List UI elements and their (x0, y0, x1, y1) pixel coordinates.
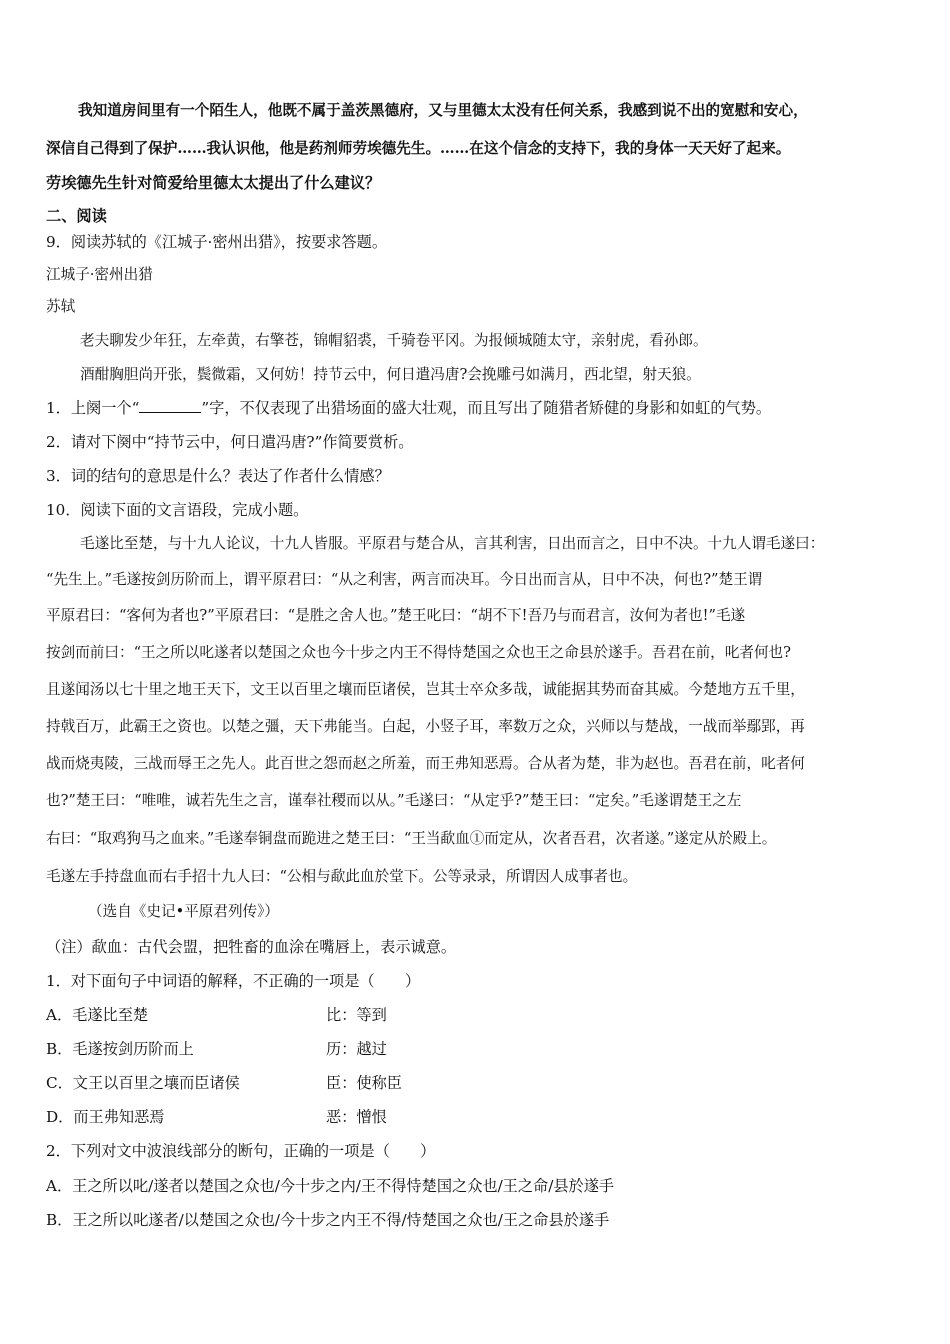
passage-line: 战而烧夷陵，三战而辱王之先人。此百世之怨而赵之所羞，而王弗知恶焉。合从者为楚，非为赵也。吾君在前，叱者何 (46, 755, 805, 772)
passage-line: 毛遂左手持盘血而右手招十九人曰：“公相与歃此血於堂下。公等录录，所谓因人成事者也。 (46, 868, 638, 885)
answer-blank[interactable] (139, 398, 201, 413)
poem-line-2: 酒酣胸胆尚开张，鬓微霜，又何妨！持节云中，何日遣冯唐?会挽雕弓如满月，西北望，射天狼。 (80, 366, 701, 383)
passage-line: 按剑而前曰：“王之所以叱遂者以楚国之众也今十步之内王不得恃楚国之众也王之命县於遂手。吾君在前，叱者何也? (46, 644, 791, 661)
q10-sub1-stem: 1．对下面句子中词语的解释，不正确的一项是（ ） (46, 972, 421, 990)
option-a-gloss: 比：等到 (326, 1006, 387, 1024)
passage-line: 平原君曰：“客何为者也?”平原君曰：“是胜之舍人也。”楚王叱曰：“胡不下!吾乃与而君言，汝何为者也!”毛遂 (46, 607, 746, 624)
q9-sub3: 3．词的结句的意思是什么？表达了作者什么情感？ (46, 467, 390, 485)
question-8-tail: 劳埃德先生针对简爱给里德太太提出了什么建议？ (46, 174, 381, 192)
passage-source: （选自《史记•平原君列传》） (88, 903, 280, 920)
option-b-gloss: 历：越过 (326, 1040, 387, 1058)
poem-author: 苏轼 (46, 298, 76, 315)
poem-title: 江城子·密州出猎 (46, 266, 153, 283)
passage-line: 且遂闻汤以七十里之地王天下，文王以百里之壤而臣诸侯，岂其士卒众多哉，诚能据其势而奋其威。今楚地方五千里， (46, 681, 805, 698)
q10-sub2-stem: 2．下列对文中波浪线部分的断句，正确的一项是（ ） (46, 1142, 436, 1160)
passage-line: 右曰：“取鸡狗马之血来。”毛遂奉铜盘而跪进之楚王曰：“王当歃血①而定从，次者吾君，次者遂。”遂定从於殿上。 (46, 830, 777, 847)
q9-prompt: 9．阅读苏轼的《江城子·密州出猎》，按要求答题。 (46, 233, 388, 251)
passage-line: 毛遂比至楚，与十九人论议，十九人皆服。平原君与楚合从，言其利害，日出而言之，日中不决。十九人谓毛遂曰： (80, 535, 825, 552)
option-c-gloss: 臣：使称臣 (326, 1074, 402, 1092)
option-c[interactable]: C．文王以百里之壤而臣诸侯 (46, 1074, 240, 1092)
passage-line: 持戟百万，此霸王之资也。以楚之彊，天下弗能当。白起，小竖子耳，率数万之众，兴师以与楚战，一战而举鄢郢，再 (46, 718, 805, 735)
option-a[interactable]: A．王之所以叱/遂者以楚国之众也/今十步之内/王不得恃楚国之众也/王之命/县於遂手 (46, 1177, 615, 1195)
q9-sub2: 2．请对下阕中“持节云中，何日遣冯唐?”作简要赏析。 (46, 433, 414, 451)
option-d-gloss: 恶：憎恨 (326, 1108, 387, 1126)
q9-sub1-after: ”字，不仅表现了出猎场面的盛大壮观，而且写出了随猎者矫健的身影和如虹的气势。 (201, 399, 772, 417)
option-d[interactable]: D．而王弗知恶焉 (46, 1108, 165, 1126)
q10-prompt: 10．阅读下面的文言语段，完成小题。 (46, 501, 309, 519)
passage-note: （注）歃血：古代会盟，把牲畜的血涂在嘴唇上，表示诚意。 (46, 938, 457, 956)
passage-line: 也?”楚王曰：“唯唯，诚若先生之言，谨奉社稷而以从。”毛遂曰：“从定乎?”楚王曰：“定矣。”毛遂谓楚王之左 (46, 792, 742, 809)
intro-line-2: 深信自己得到了保护……我认识他，他是药剂师劳埃德先生。……在这个信念的支持下，我的身体一天天好了起来。 (46, 140, 791, 157)
poem-line-1: 老夫聊发少年狂，左牵黄，右擎苍，锦帽貂裘，千骑卷平冈。为报倾城随太守，亲射虎，看孙郎。 (80, 332, 708, 349)
option-b[interactable]: B．毛遂按剑历阶而上 (46, 1040, 194, 1058)
option-b[interactable]: B．王之所以叱遂者/以楚国之众也/今十步之内王不得/恃楚国之众也/王之命县於遂手 (46, 1211, 610, 1229)
option-a[interactable]: A．毛遂比至楚 (46, 1006, 149, 1024)
q9-sub1-before: 1．上阕一个“ (46, 399, 140, 417)
section-heading: 二、阅读 (46, 207, 107, 225)
passage-line: “先生上。”毛遂按剑历阶而上，谓平原君曰：“从之利害，两言而决耳。今日出而言从，日中不决，何也?”楚王谓 (46, 571, 763, 588)
intro-line-1: 我知道房间里有一个陌生人，他既不属于盖茨黑德府，又与里德太太没有任何关系，我感到说不出的宽慰和安心， (78, 102, 808, 119)
q9-sub1 (46, 398, 771, 418)
